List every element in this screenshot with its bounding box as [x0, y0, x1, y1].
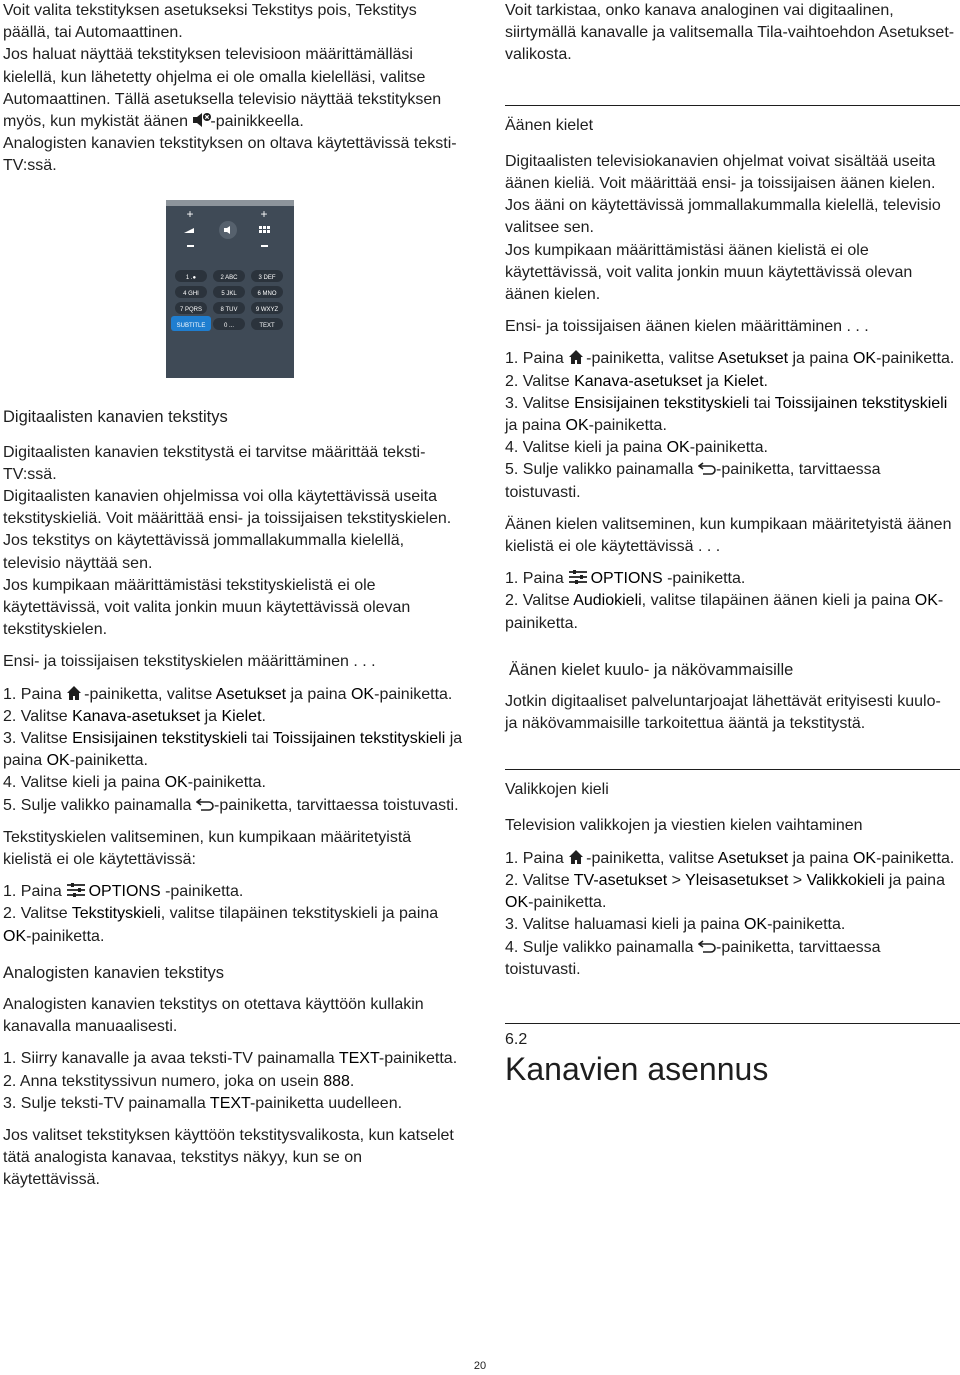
- digital-paragraph-3: Jos kumpikaan määrittämistäsi tekstityskielistä ei ole käytettävissä, voit valita jonkin muun käytettävissä olevan tekstityskielen.: [3, 576, 411, 639]
- digital-heading: Digitaalisten kanavien tekstitys: [3, 407, 228, 426]
- options-icon: [66, 882, 84, 898]
- key-1: 1 .●: [185, 274, 197, 281]
- menu-step-3: 3. Valitse haluamasi kieli ja paina OK-painiketta.: [505, 916, 846, 934]
- key-4: 4 GHI: [183, 290, 199, 297]
- analog-paragraph-1: Analogisten kanavien tekstitys on otettava käyttöön kullakin kanavalla manuaalisesti.: [3, 995, 424, 1036]
- digital-paragraph-1: Digitaalisten kanavien tekstitystä ei tarvitse määrittää teksti-TV:ssä.: [3, 443, 426, 483]
- digital-paragraph-2: Digitaalisten kanavien ohjelmissa voi olla käytettävissä useita tekstityskieliä. Voit määrittää ensi- ja toissijaisen tekstityskielen. Jos tekstitys on käytettävissä jommallakummalla kielellä, televisio näyttää sen.: [3, 488, 452, 572]
- impaired-heading: Äänen kielet kuulo- ja näkövammaisille: [509, 660, 794, 679]
- menu-language-paragraph: Television valikkojen ja viestien kielen vaihtaminen: [505, 817, 863, 835]
- menu-step-2: 2. Valitse TV-asetukset > Yleisasetukset > Valikkokieli ja paina OK-painiketta.: [505, 871, 945, 912]
- svg-text:+: +: [260, 206, 268, 221]
- key-6: 6 MNO: [257, 290, 277, 297]
- set-subtitle-heading: Ensi- ja toissijaisen tekstityskielen määrittäminen . . .: [3, 653, 376, 671]
- analog-heading: Analogisten kanavien tekstitys: [3, 963, 225, 982]
- section-number: 6.2: [505, 1030, 528, 1048]
- audio-paragraph-2: Jos kumpikaan määrittämistäsi äänen kielistä ei ole käytettävissä, voit valita jonkin muun käytettävissä olevan äänen kielen.: [505, 241, 913, 304]
- intro-paragraph-3: Analogisten kanavien tekstityksen on oltava käytettävissä teksti-TV:ssä.: [3, 135, 457, 175]
- select-subtitle-heading: Tekstityskielen valitseminen, kun kumpikaan määritetyistä kielistä ei ole käytettävissä:: [3, 828, 412, 869]
- section-divider-chapter: [505, 1023, 960, 1088]
- audio-heading: Äänen kielet: [505, 116, 594, 134]
- key-5: 5 JKL: [221, 290, 237, 297]
- options-step-1: 1. Paina OPTIONS -painiketta.: [3, 883, 244, 901]
- intro-paragraph-2: Jos haluat näyttää tekstityksen televisioon määrittämälläsi kielellä, kun lähetetty ohjelma ei ole omalla kielelläsi, valitse Automaattinen. Tällä asetuksella televisio näyttää tekstityksen myös, kun mykistät äänen -painikkeella.: [3, 46, 442, 131]
- mute-icon: [192, 112, 210, 128]
- svg-text:+: +: [186, 206, 194, 221]
- analog-step-3: 3. Sulje teksti-TV painamalla TEXT-painiketta uudelleen.: [3, 1094, 403, 1112]
- impaired-paragraph: Jotkin digitaaliset palveluntarjoajat lähettävät erityisesti kuulo- ja näkövammaisille tarkoitettua ääntä ja tekstitystä.: [505, 692, 941, 733]
- key-8: 8 TUV: [220, 306, 238, 313]
- analog-step-2: 2. Anna tekstityssivun numero, joka on usein 888.: [3, 1072, 355, 1090]
- audio-set-heading: Ensi- ja toissijaisen äänen kielen määrittäminen . . .: [505, 318, 869, 336]
- back-icon: [196, 796, 214, 812]
- page-number: 20: [473, 1360, 487, 1372]
- step-5: 5. Sulje valikko painamalla -painiketta, tarvittaessa toistuvasti.: [3, 796, 459, 814]
- audio-options-step-2: 2. Valitse Audiokieli, valitse tilapäinen äänen kieli ja paina OK-painiketta.: [505, 592, 944, 632]
- back-icon: [698, 938, 716, 954]
- step-1: 1. Paina -painiketta, valitse Asetukset ja paina OK-painiketta.: [3, 685, 453, 703]
- key-0: 0 ...: [223, 322, 235, 329]
- key-3: 3 DEF: [258, 274, 276, 281]
- audio-options-step-1: 1. Paina OPTIONS -painiketta.: [505, 570, 746, 588]
- right-column: [505, 0, 955, 1088]
- audio-paragraph-1: Digitaalisten televisiokanavien ohjelmat voivat sisältää useita äänen kieliä. Voit määrittää ensi- ja toissijaisen äänen kielen. Jos ääni on käytettävissä jommallakummalla kielellä, televisio valitsee sen.: [505, 152, 941, 237]
- home-icon: [568, 349, 586, 365]
- step-4: 4. Valitse kieli ja paina OK-painiketta.: [3, 774, 266, 792]
- options-icon: [568, 569, 586, 585]
- section-title: Kanavien asennus: [505, 1050, 769, 1087]
- menu-step-1: 1. Paina -painiketta, valitse Asetukset ja paina OK-painiketta.: [505, 849, 955, 867]
- audio-select-heading: Äänen kielen valitseminen, kun kumpikaan määritetyistä äänen kielistä ei ole käytettävissä . . .: [505, 515, 952, 556]
- back-icon: [698, 460, 716, 476]
- intro-paragraph-1: Voit valita tekstityksen asetukseksi Tekstitys pois, Tekstitys päällä, tai Automaattinen.: [3, 2, 417, 42]
- key-text: TEXT: [259, 322, 275, 329]
- key-2: 2 ABC: [220, 274, 238, 281]
- channel-type-paragraph: Voit tarkistaa, onko kanava analoginen vai digitaalinen, siirtymällä kanavalle ja valitsemalla Tila-vaihtoehdon Asetukset-valikosta.: [505, 2, 955, 64]
- step-2: 2. Valitse Kanava-asetukset ja Kielet.: [3, 707, 266, 725]
- key-9: 9 WXYZ: [255, 306, 279, 313]
- remote-control-drawing: [166, 200, 294, 378]
- key-subtitle: SUBTITLE: [176, 322, 206, 329]
- menu-language-heading: Valikkojen kieli: [505, 781, 609, 799]
- section-divider-menu: [505, 769, 960, 801]
- audio-step-2: 2. Valitse Kanava-asetukset ja Kielet.: [505, 372, 768, 390]
- analog-step-1: 1. Siirry kanavalle ja avaa teksti-TV painamalla TEXT-painiketta.: [3, 1050, 458, 1068]
- audio-step-5: 5. Sulje valikko painamalla -painiketta, tarvittaessa toistuvasti.: [505, 461, 881, 501]
- audio-step-1: 1. Paina -painiketta, valitse Asetukset ja paina OK-painiketta.: [505, 350, 955, 368]
- key-7: 7 PQRS: [179, 306, 203, 313]
- menu-step-4: 4. Sulje valikko painamalla -painiketta, tarvittaessa toistuvasti.: [505, 938, 881, 978]
- home-icon: [568, 849, 586, 865]
- audio-step-3: 3. Valitse Ensisijainen tekstityskieli tai Toissijainen tekstityskieli ja paina OK-painiketta.: [505, 394, 948, 435]
- options-step-2: 2. Valitse Tekstityskieli, valitse tilapäinen tekstityskieli ja paina OK-painiketta.: [3, 905, 439, 945]
- audio-step-4: 4. Valitse kieli ja paina OK-painiketta.: [505, 439, 768, 457]
- remote-control-image: [166, 200, 294, 378]
- home-icon: [66, 685, 84, 701]
- section-divider-audio: [505, 105, 960, 137]
- left-column: [3, 0, 463, 1192]
- analog-paragraph-2: Jos valitset tekstityksen käyttöön tekstitysvalikosta, kun katselet tätä analogista kanavaa, tekstitys näkyy, kun se on käytettävissä.: [3, 1126, 454, 1189]
- step-3: 3. Valitse Ensisijainen tekstityskieli tai Toissijainen tekstityskieli ja paina OK-painiketta.: [3, 730, 463, 770]
